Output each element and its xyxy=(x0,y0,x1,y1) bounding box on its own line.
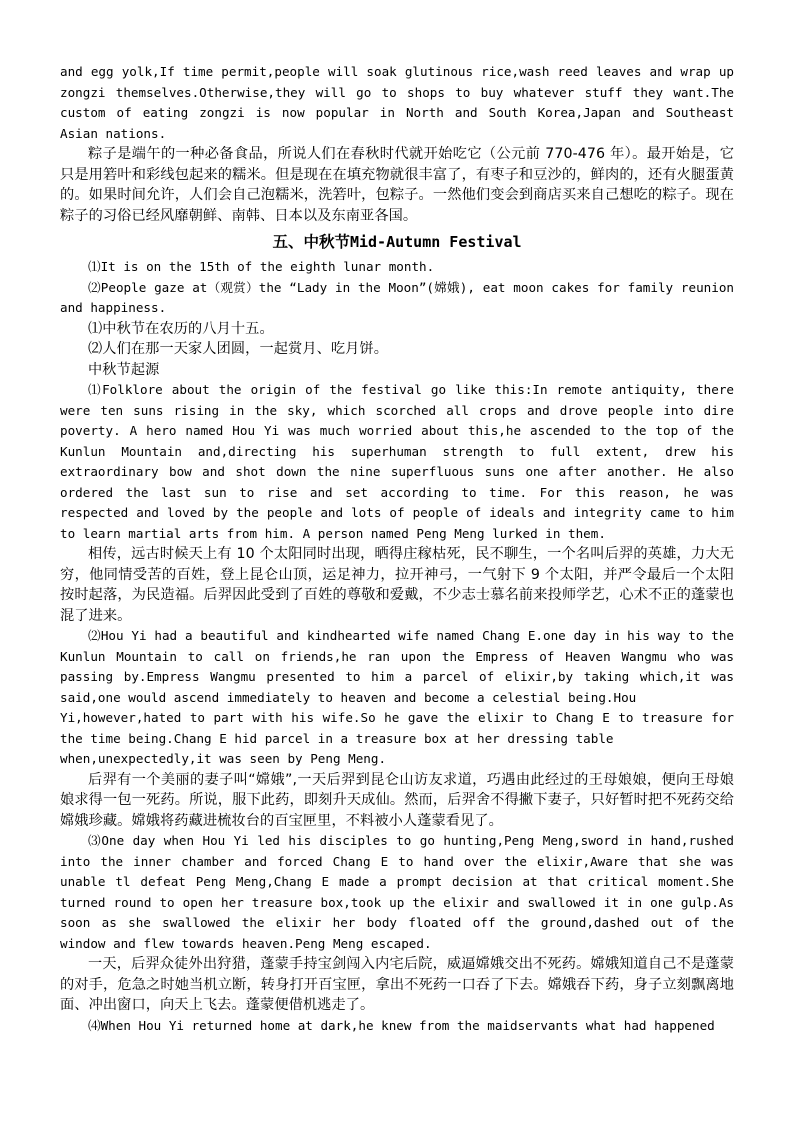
story-paragraph-4-english: ⑷When Hou Yi returned home at dark,he knew from the maidservants what had happened xyxy=(88,1017,715,1033)
story-paragraph-2-english: ⑵Hou Yi had a beautiful and kindhearted wife named Chang E.one day in his way to the Kunlun Mountain to call on friends,he ran upon the Empress of Heaven Wangmu who was passing by.Empress Wangmu presented to him a parcel of elixir,by taking which,it was said,one would ascend immediately to heaven and become a celestial being.Hou xyxy=(60,628,734,705)
story-paragraph-1-english: ⑴Folklore about the origin of the festival go like this:In remote antiquity, there were ten suns rising in the sky, which scorched all crops and drove people into dire poverty. A hero named Hou Yi was much worried about this,he ascended to the top of the Kunlun Mountain and,directing his superhuman strength to full extent, drew his extraordinary bow and shot down the nine superfluous suns one after another. He also ordered the last sun to rise and set according to time. For this reason, he was respected and loved by the people and lots of people of ideals and integrity came to him to learn martial arts from him. A person named Peng Meng lurked in them. xyxy=(60,382,734,541)
fact-1-chinese: ⑴中秋节在农历的八月十五。 xyxy=(88,320,274,337)
origin-heading: 中秋节起源 xyxy=(88,361,160,378)
story-paragraph-1-chinese: 相传，远古时候天上有 10 个太阳同时出现，晒得庄稼枯死，民不聊生，一个名叫后羿的英雄，力大无穷，他同情受苦的百姓，登上昆仑山顶，运足神力，拉开神弓，一气射下 9 个太阳，并严令最后一个太阳按时起落，为民造福。后羿因此受到了百姓的尊敬和爱戴，不少志士慕名前来投师学艺，心术不正的蓬蒙也混了进来。 xyxy=(60,546,734,624)
story-paragraph-2-chinese: 后羿有一个美丽的妻子叫“嫦娥”,一天后羿到昆仑山访友求道，巧遇由此经过的王母娘娘，便向王母娘娘求得一包一死药。所说，服下此药，即刻升天成仙。然而，后羿舍不得撇下妻子，只好暂时把不死药交给嫦娥珍藏。嫦娥将药藏进梳妆台的百宝匣里，不料被小人蓬蒙看见了。 xyxy=(60,771,734,829)
story-paragraph-2-english-end: when,unexpectedly,it was seen by Peng Meng. xyxy=(60,751,387,766)
section-title-english: Mid-Autumn Festival xyxy=(349,233,522,251)
intro-chinese-paragraph: 粽子是端午的一种必备食品，所说人们在春秋时代就开始吃它（公元前 770-476 年）。最开始是，它只是用箬叶和彩线包起来的糯米。但是现在在填充物就很丰富了，有枣子和豆沙的，鲜肉的，还有火腿蛋黄的。如果时间允许，人们会自己泡糯米，洗箬叶，包粽子。一然他们变会到商店买来自己想吃的粽子。现在粽子的习俗已经风靡朝鲜、南韩、日本以及东南亚各国。 xyxy=(60,146,734,224)
story-paragraph-3-english: ⑶One day when Hou Yi led his disciples to go hunting,Peng Meng,sword in hand,rushed into the inner chamber and forced Chang E to hand over the elixir,Aware that she was unable tl defeat Peng Meng,Chang E made a prompt decision at that critical moment.She turned round to open her treasure box,took up the elixir and swallowed it in one gulp.As soon as she swallowed the elixir her body floated off the ground,dashed out of the window and flew towards heaven.Peng Meng escaped. xyxy=(60,833,734,951)
fact-2-chinese: ⑵人们在那一天家人团圆，一起赏月、吃月饼。 xyxy=(88,341,389,357)
document-page xyxy=(60,62,734,1036)
fact-1-english: ⑴It is on the 15th of the eighth lunar month. xyxy=(88,259,435,274)
story-paragraph-3-chinese: 一天，后羿众徒外出狩猎，蓬蒙手持宝剑闯入内宅后院，威逼嫦娥交出不死药。嫦娥知道自己不是蓬蒙的对手，危急之时她当机立断，转身打开百宝匣，拿出不死药一口吞了下去。嫦娥吞下药，身子立刻飘离地面、冲出窗口，向天上飞去。蓬蒙便借机逃走了。 xyxy=(60,956,734,1013)
section-title xyxy=(60,228,734,256)
fact-2-english: ⑵People gaze at（观赏）the “Lady in the Moon”(嫦娥), eat moon cakes for family reunion and happiness. xyxy=(60,279,734,315)
intro-english-paragraph: and egg yolk,If time permit,people will soak glutinous rice,wash reed leaves and wrap up zongzi themselves.Otherwise,they will go to shops to buy whatever stuff they want.The custom of eating zongzi is now popular in North and South Korea,Japan and Southeast Asian nations. xyxy=(60,64,734,141)
story-paragraph-2-english-cont: Yi,however,hated to part with his wife.So he gave the elixir to Chang E to treasure for the time being.Chang E hid parcel in a treasure box at her dressing table xyxy=(60,710,734,746)
section-title-chinese: 五、中秋节 xyxy=(272,233,350,251)
